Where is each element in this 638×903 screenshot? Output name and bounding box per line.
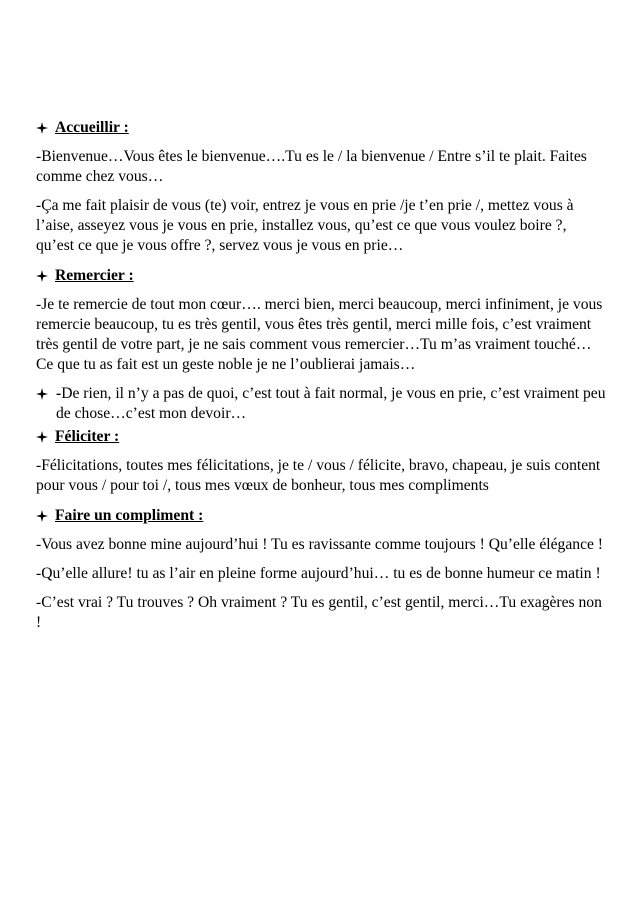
heading-label: Accueillir : [55, 119, 129, 136]
diamond-bullet-icon [36, 510, 48, 522]
heading-label: Remercier : [55, 267, 134, 284]
paragraph: -C’est vrai ? Tu trouves ? Oh vraiment ? Tu es gentil, c’est gentil, merci…Tu exagères non ! [36, 594, 602, 631]
heading-label: Faire un compliment : [55, 507, 204, 524]
heading-label: Féliciter : [55, 428, 120, 445]
paragraph: -Félicitations, toutes mes félicitations, je te / vous / félicite, bravo, chapeau, je suis content pour vous / pour toi /, tous mes vœux de bonheur, tous mes compliments [36, 457, 601, 494]
paragraph: -Bienvenue…Vous êtes le bienvenue….Tu es le / la bienvenue / Entre s’il te plait. Faites comme chez vous… [36, 148, 587, 185]
heading-remercier [36, 265, 606, 287]
paragraph: -Vous avez bonne mine aujourd’hui ! Tu es ravissante comme toujours ! Qu’elle élégance ! [36, 536, 604, 553]
document-page [36, 117, 606, 642]
diamond-bullet-icon [36, 431, 48, 443]
diamond-bullet-icon [36, 270, 48, 282]
reply-item [36, 384, 606, 424]
heading-accueillir [36, 117, 606, 139]
diamond-bullet-icon [36, 388, 48, 400]
heading-feliciter [36, 426, 606, 448]
heading-compliment [36, 505, 606, 527]
paragraph: -Qu’elle allure! tu as l’air en pleine forme aujourd’hui… tu es de bonne humeur ce matin ! [36, 565, 601, 582]
reply-body: De rien, il n’y a pas de quoi, c’est tout à fait normal, je vous en prie, c’est vraiment peu de chose…c’est mon devoir… [56, 385, 606, 422]
reply-dash: - [56, 385, 62, 402]
paragraph: -Je te remercie de tout mon cœur…. merci bien, merci beaucoup, merci infiniment, je vous remercie beaucoup, tu es très gentil, vous êtes très gentil, merci mille fois, c’est vraiment très gentil de votre part, je ne sais comment vous remercier…Tu m’as vraiment touché…Ce que tu as fait est un geste noble je ne l’oublierai jamais… [36, 296, 603, 373]
paragraph: -Ça me fait plaisir de vous (te) voir, entrez je vous en prie /je t’en prie /, mettez vous à l’aise, asseyez vous je vous en prie, installez vous, qu’est ce que vous voulez boire ?, qu’est ce que je vous offre ?, servez vous je vous en prie… [36, 197, 574, 254]
diamond-bullet-icon [36, 122, 48, 134]
reply-text [55, 384, 606, 424]
